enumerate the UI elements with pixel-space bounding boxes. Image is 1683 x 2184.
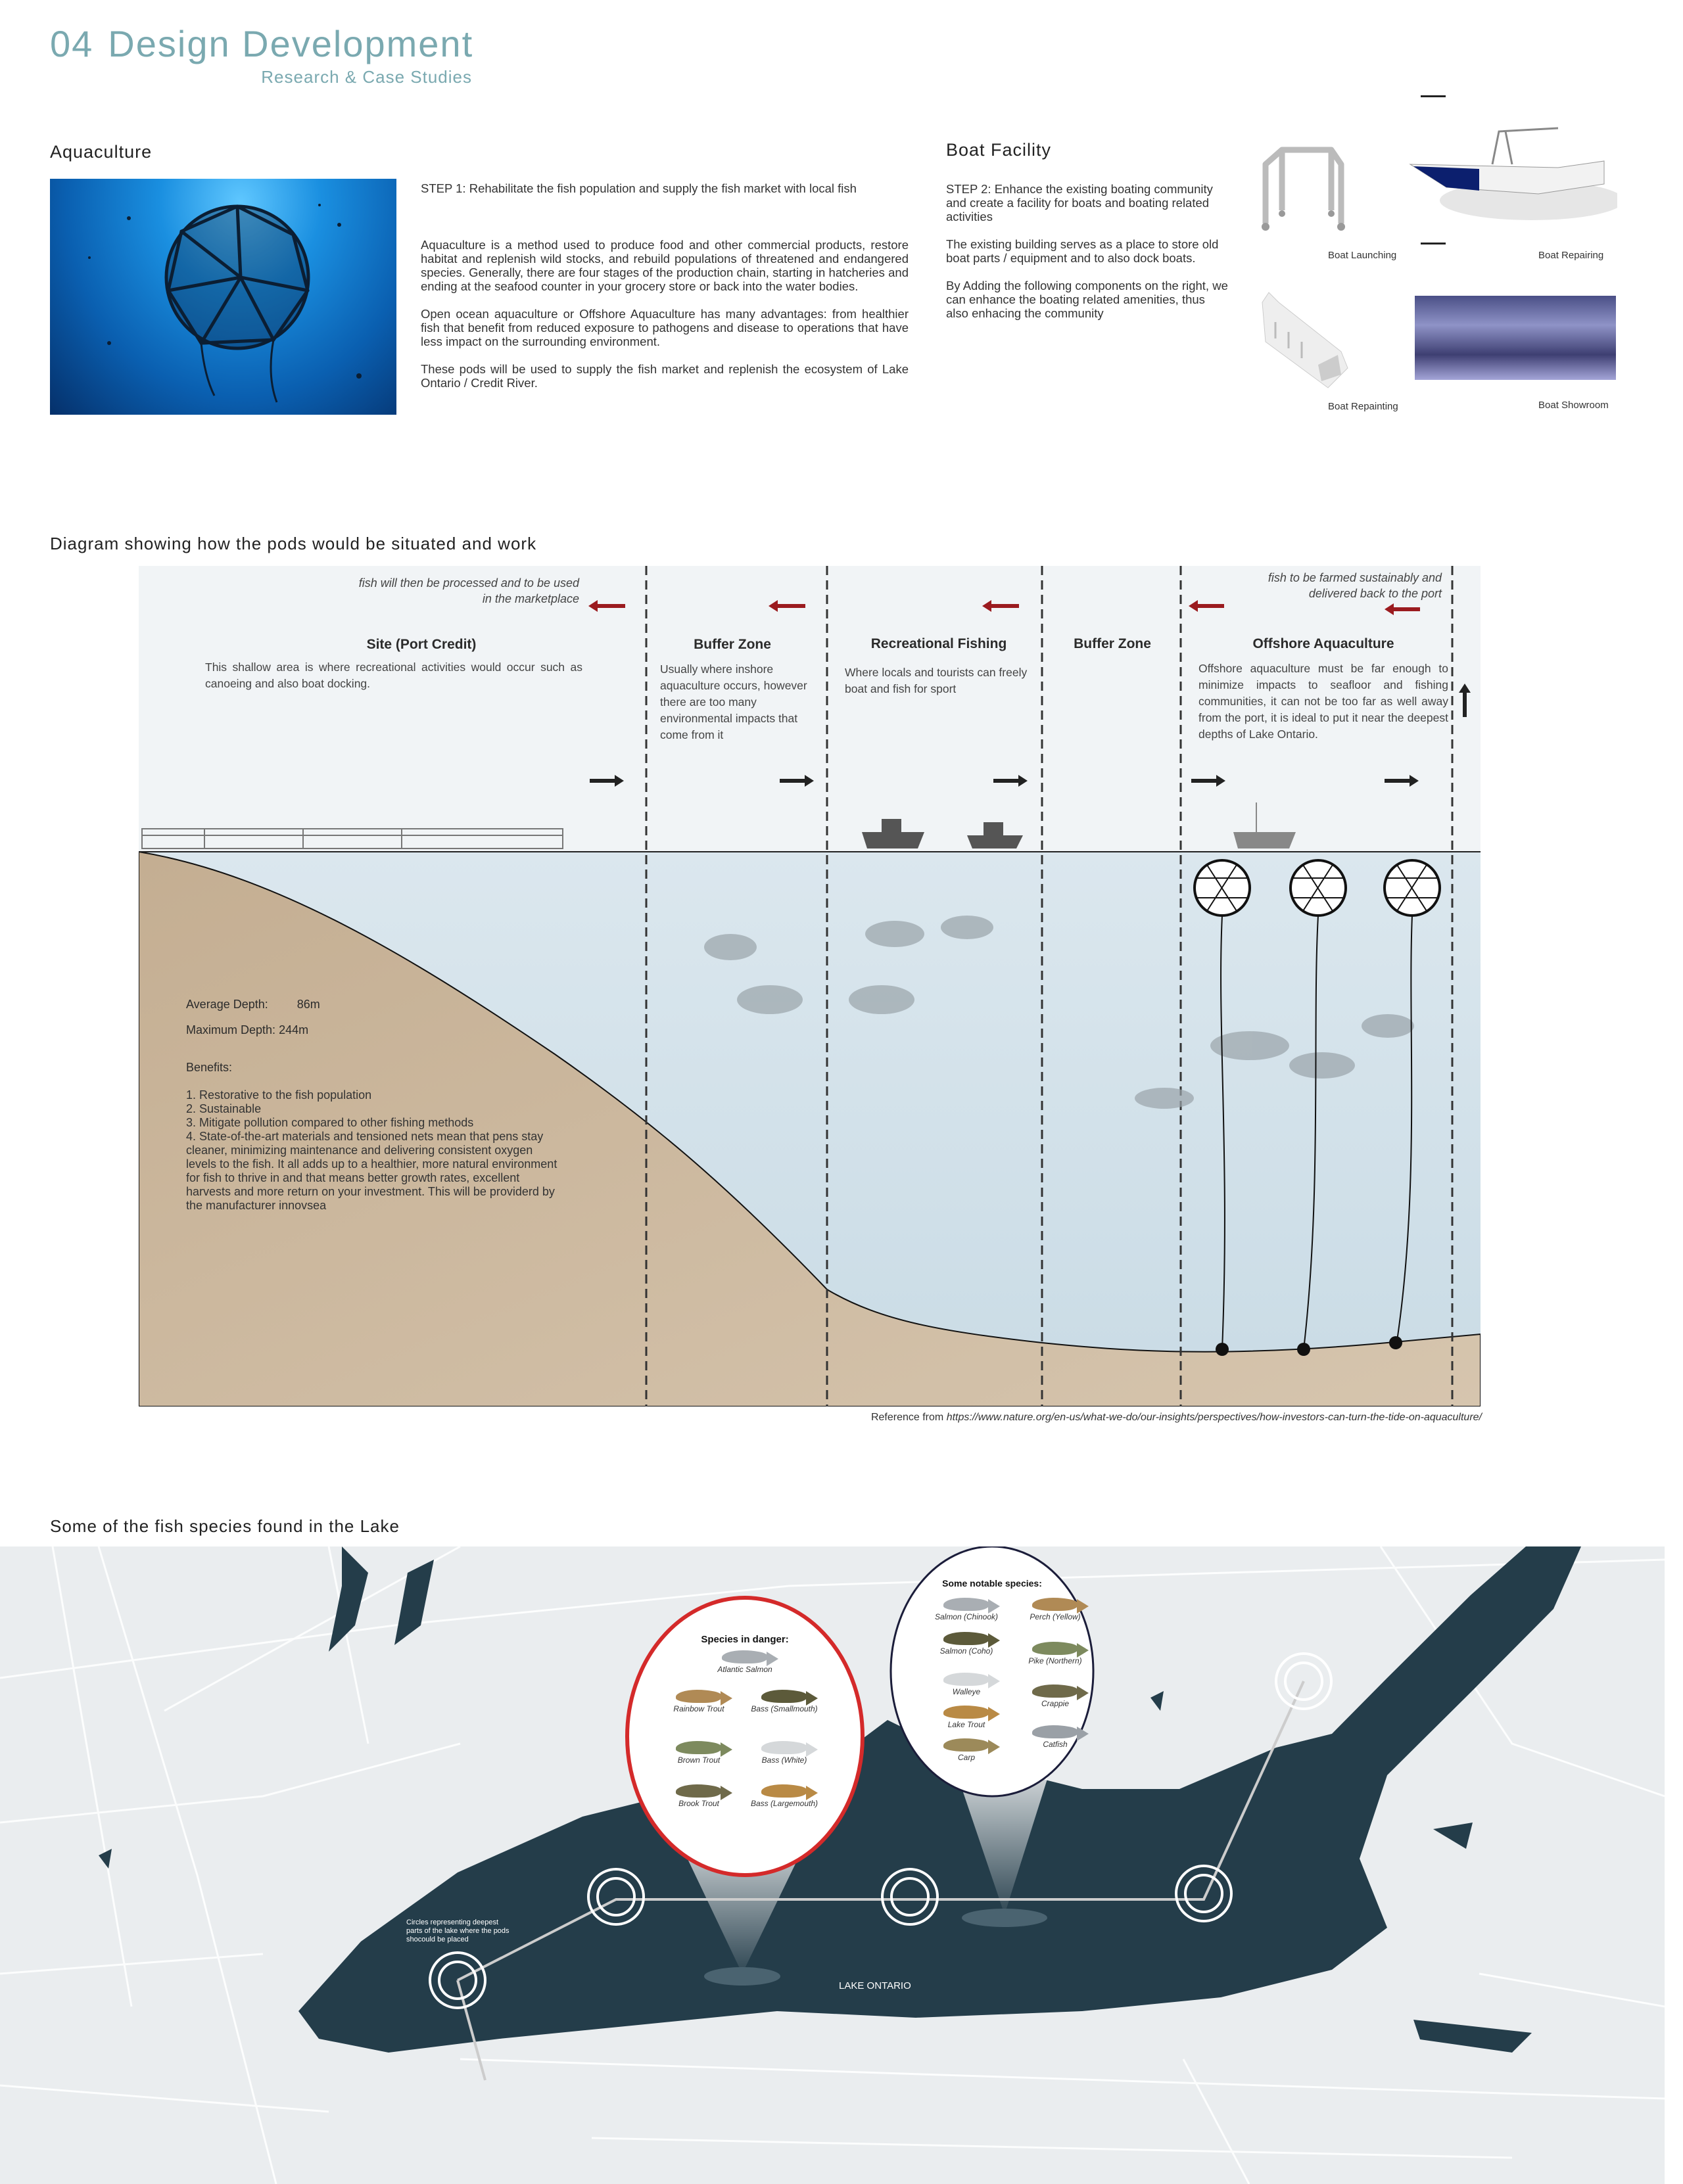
map-drawing xyxy=(0,1546,1665,2184)
fish-icon xyxy=(1032,1642,1078,1655)
component-label: Boat Repainting xyxy=(1328,401,1398,412)
lake-label: LAKE ONTARIO xyxy=(839,1980,911,1991)
fish-label: Perch (Yellow) xyxy=(1030,1612,1081,1621)
fish-label: Crappie xyxy=(1041,1699,1070,1708)
component-label: Boat Launching xyxy=(1328,250,1397,261)
fish-icon xyxy=(943,1673,989,1686)
benefit-item: 3. Mitigate pollution compared to other fishing methods xyxy=(186,1116,474,1129)
benefit-item: 2. Sustainable xyxy=(186,1102,262,1115)
fish-label: Salmon (Chinook) xyxy=(934,1612,999,1621)
danger-fish xyxy=(659,1784,738,1808)
zone-title-site: Site (Port Credit) xyxy=(366,637,477,652)
max-depth-value: 244m xyxy=(279,1023,309,1036)
zone-text-buffer-1: Usually where inshore aquaculture occurs, however there are too many environmental impacts that come from it xyxy=(660,662,807,741)
zone-text-recreational: Where locals and tourists can freely boat and fish for sport xyxy=(845,666,1028,695)
aquaculture-heading: Aquaculture xyxy=(50,142,153,162)
fish-icon xyxy=(761,1784,807,1798)
fish-icon xyxy=(943,1706,989,1719)
fish-icon xyxy=(676,1784,722,1798)
danger-fish xyxy=(659,1690,738,1713)
arrow-left-icon xyxy=(1421,243,1446,244)
zone-title-recreational: Recreational Fishing xyxy=(870,636,1007,651)
fish-icon xyxy=(761,1741,807,1754)
average-depth-label: Average Depth: xyxy=(186,998,268,1011)
fish-label: Salmon (Coho) xyxy=(939,1646,993,1656)
boat-repairing-image xyxy=(1407,122,1617,230)
danger-fish xyxy=(745,1784,824,1808)
danger-fish xyxy=(659,1741,738,1765)
reference-label: Reference from xyxy=(870,1412,944,1423)
notable-fish xyxy=(927,1738,1006,1762)
benefits-heading: Benefits: xyxy=(186,1061,233,1074)
notable-fish xyxy=(1016,1684,1095,1708)
fish-icon xyxy=(676,1741,722,1754)
aquaculture-text xyxy=(421,181,909,404)
geodesic-pod-icon xyxy=(50,179,396,415)
fish-label: Walleye xyxy=(952,1687,981,1696)
notable-fish xyxy=(1016,1642,1095,1665)
lake-ontario-map xyxy=(0,1546,1665,2184)
fish-label: Pike (Northern) xyxy=(1028,1656,1082,1665)
notable-fish xyxy=(1016,1598,1095,1621)
maximum-depth xyxy=(186,1023,308,1037)
flow-arrows-red xyxy=(588,600,1420,615)
note-processed: fish will then be processed and to be used in the marketplace xyxy=(358,576,579,605)
danger-title: Species in danger: xyxy=(701,1634,789,1645)
component-label: Boat Showroom xyxy=(1538,400,1609,411)
note-farmed: fish to be farmed sustainably and delivered back to the port xyxy=(1268,571,1442,600)
boat-facility-text xyxy=(946,182,1230,334)
section-title: Design Development xyxy=(108,23,474,64)
paragraph: These pods will be used to supply the fish market and replenish the ecosystem of Lake Ontario / Credit River. xyxy=(421,362,909,390)
fish-label: Bass (Largemouth) xyxy=(750,1799,818,1808)
zone-text-offshore: Offshore aquaculture must be far enough to minimize impacts to seafloor and fishing communities, it can not be too far as well away from the port, it is ideal to put it near the deepest depths of Lake Ontario. xyxy=(1198,662,1448,741)
aquaculture-pod-photo xyxy=(50,179,396,415)
fish-label: Carp xyxy=(957,1753,975,1762)
boat-facility-heading: Boat Facility xyxy=(946,140,1052,160)
notable-fish xyxy=(927,1673,1006,1696)
fish-label: Brook Trout xyxy=(678,1799,719,1808)
pod-section-diagram xyxy=(139,566,1481,1406)
fish-label: Brown Trout xyxy=(677,1755,721,1765)
component-label: Boat Repairing xyxy=(1538,250,1604,261)
zone-text-site: This shallow area is where recreational activities would occur such as canoeing and also boat docking. xyxy=(205,661,582,690)
page-title xyxy=(50,22,473,65)
fish-icon xyxy=(943,1632,989,1645)
fish-label: Catfish xyxy=(1043,1740,1068,1749)
average-depth-value: 86m xyxy=(296,998,320,1011)
reference xyxy=(871,1412,1482,1424)
fish-label: Lake Trout xyxy=(947,1720,985,1729)
paragraph: The existing building serves as a place to store old boat parts / equipment and to also dock boats. xyxy=(946,237,1219,265)
reference-link[interactable]: https://www.nature.org/en-us/what-we-do/our-insights/perspectives/how-investors-can-turn-the-tide-on-aquaculture/ xyxy=(946,1412,1482,1423)
step-text: Rehabilitate the fish population and supply the fish market with local fish xyxy=(469,181,857,195)
notable-fish xyxy=(927,1632,1006,1656)
map-heading: Some of the fish species found in the Lake xyxy=(50,1516,400,1536)
fish-icon xyxy=(943,1738,989,1752)
average-depth xyxy=(186,998,320,1011)
notable-fish xyxy=(927,1706,1006,1729)
notable-fish xyxy=(1016,1725,1095,1749)
fish-icon xyxy=(761,1690,807,1703)
port-building xyxy=(142,829,563,848)
fish-icon xyxy=(943,1598,989,1611)
notable-fish xyxy=(927,1598,1006,1621)
page-subtitle: Research & Case Studies xyxy=(261,67,472,87)
max-depth-label: Maximum Depth: xyxy=(186,1023,276,1036)
danger-fish xyxy=(745,1690,824,1713)
zone-title-buffer-1: Buffer Zone xyxy=(694,637,771,652)
fish-icon xyxy=(722,1650,768,1663)
circles-note: Circles representing deepest parts of the lake where the pods shocould be placed xyxy=(406,1918,510,1943)
fish-icon xyxy=(1032,1598,1078,1611)
paragraph: By Adding the following components on the right, we can enhance the boating related amenities, thus also enhacing the community xyxy=(946,279,1228,320)
zone-title-buffer-2: Buffer Zone xyxy=(1074,636,1151,651)
fish-label: Bass (White) xyxy=(761,1755,807,1765)
diagram-heading: Diagram showing how the pods would be situated and work xyxy=(50,534,537,553)
paragraph: Open ocean aquaculture or Offshore Aquaculture has many advantages: from healthier fish that benefit from reduced exposure to pathogens and disease to operations that have less impact on the surrounding environment. xyxy=(421,307,909,348)
section-number: 04 xyxy=(50,23,94,64)
fish-label: Atlantic Salmon xyxy=(717,1665,772,1674)
fish-icon xyxy=(1032,1684,1078,1698)
fish-icon xyxy=(1032,1725,1078,1738)
danger-fish xyxy=(705,1650,784,1674)
arrow-left-icon xyxy=(1421,95,1446,97)
boat-repainting-image xyxy=(1256,289,1354,391)
benefits-list xyxy=(186,1088,561,1213)
benefit-item: 4. State-of-the-art materials and tensioned nets mean that pens stay cleaner, minimizing maintenance and delivering consistent oxygen levels to the fish. It all adds up to a healthier, more natural environment for fish to thrive in and that means better growth rates, excellent harvests and more return on your investment. This will be providerd by the manufacturer innovsea xyxy=(186,1130,557,1212)
step-text: Enhance the existing boating community and create a facility for boats and boating related activities xyxy=(946,182,1213,223)
boat-showroom-photo xyxy=(1415,296,1616,380)
boat-launching-image xyxy=(1252,145,1351,233)
step-label: STEP 1: xyxy=(421,181,466,195)
paragraph: Aquaculture is a method used to produce food and other commercial products, restore habitat and replenish wild stocks, and rebuild populations of threatened and endangered species. Generally, there are four stages of the production chain, starting in hatcheries and ending at the seafood counter in your grocery store or back into the water bodies. xyxy=(421,238,909,293)
danger-fish xyxy=(745,1741,824,1765)
fish-icon xyxy=(676,1690,722,1703)
fish-label: Rainbow Trout xyxy=(673,1704,724,1713)
notable-title: Some notable species: xyxy=(942,1578,1042,1589)
fish-label: Bass (Smallmouth) xyxy=(751,1704,818,1713)
boat-icons xyxy=(862,802,1296,848)
zone-title-offshore: Offshore Aquaculture xyxy=(1252,636,1394,651)
step-label: STEP 2: xyxy=(946,182,991,196)
benefit-item: 1. Restorative to the fish population xyxy=(186,1088,372,1102)
